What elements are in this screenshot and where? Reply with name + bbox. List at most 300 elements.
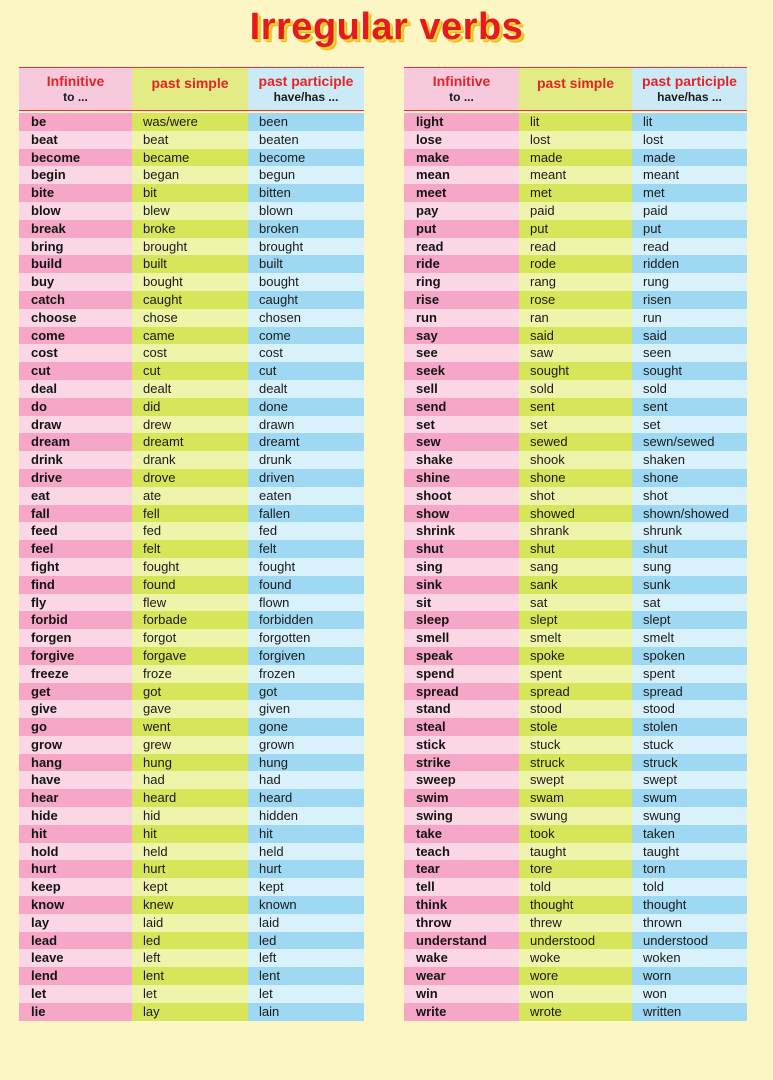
verb-row bbox=[404, 166, 747, 184]
verb-row bbox=[19, 985, 364, 1003]
past-simple-cell: sewed bbox=[519, 433, 632, 451]
verb-row bbox=[19, 451, 364, 469]
verb-row bbox=[19, 718, 364, 736]
infinitive-cell: cut bbox=[19, 362, 132, 380]
infinitive-cell: shrink bbox=[404, 522, 519, 540]
past-participle-cell: given bbox=[248, 700, 364, 718]
past-simple-cell: blew bbox=[132, 202, 248, 220]
past-participle-cell: torn bbox=[632, 860, 747, 878]
past-simple-cell: drank bbox=[132, 451, 248, 469]
past-simple-cell: swept bbox=[519, 771, 632, 789]
verb-row bbox=[404, 914, 747, 932]
past-simple-cell: caught bbox=[132, 291, 248, 309]
table-header bbox=[404, 67, 747, 111]
past-participle-cell: sold bbox=[632, 380, 747, 398]
infinitive-cell: leave bbox=[19, 949, 132, 967]
past-participle-cell: heard bbox=[248, 789, 364, 807]
verb-row bbox=[19, 487, 364, 505]
infinitive-cell: fall bbox=[19, 505, 132, 523]
infinitive-cell: hang bbox=[19, 754, 132, 772]
infinitive-cell: put bbox=[404, 220, 519, 238]
past-simple-cell: felt bbox=[132, 540, 248, 558]
infinitive-cell: shoot bbox=[404, 487, 519, 505]
past-participle-cell: ridden bbox=[632, 255, 747, 273]
infinitive-cell: deal bbox=[19, 380, 132, 398]
infinitive-cell: drink bbox=[19, 451, 132, 469]
past-simple-cell: threw bbox=[519, 914, 632, 932]
infinitive-cell: wake bbox=[404, 949, 519, 967]
past-participle-cell: dealt bbox=[248, 380, 364, 398]
past-participle-cell: bitten bbox=[248, 184, 364, 202]
infinitive-cell: fly bbox=[19, 594, 132, 612]
verb-row bbox=[404, 487, 747, 505]
past-participle-cell: come bbox=[248, 327, 364, 345]
verb-row bbox=[19, 825, 364, 843]
past-participle-cell: won bbox=[632, 985, 747, 1003]
past-participle-cell: shaken bbox=[632, 451, 747, 469]
past-simple-cell: hit bbox=[132, 825, 248, 843]
past-participle-cell: held bbox=[248, 843, 364, 861]
past-simple-cell: met bbox=[519, 184, 632, 202]
past-participle-cell: paid bbox=[632, 202, 747, 220]
past-simple-cell: hid bbox=[132, 807, 248, 825]
verb-row bbox=[19, 522, 364, 540]
verb-row bbox=[404, 860, 747, 878]
past-participle-cell: shone bbox=[632, 469, 747, 487]
verb-table-left bbox=[19, 67, 364, 1021]
verb-row bbox=[404, 451, 747, 469]
past-participle-cell: hurt bbox=[248, 860, 364, 878]
past-simple-cell: taught bbox=[519, 843, 632, 861]
past-participle-cell: smelt bbox=[632, 629, 747, 647]
past-participle-cell: beaten bbox=[248, 131, 364, 149]
past-simple-header-label: past simple bbox=[151, 75, 229, 91]
past-simple-cell: laid bbox=[132, 914, 248, 932]
past-participle-cell: shut bbox=[632, 540, 747, 558]
past-simple-cell: read bbox=[519, 238, 632, 256]
past-simple-cell: ate bbox=[132, 487, 248, 505]
past-participle-cell: sewn/sewed bbox=[632, 433, 747, 451]
past-participle-cell: brought bbox=[248, 238, 364, 256]
past-participle-cell: dreamt bbox=[248, 433, 364, 451]
verb-row bbox=[404, 238, 747, 256]
past-participle-cell: frozen bbox=[248, 665, 364, 683]
past-participle-cell: lost bbox=[632, 131, 747, 149]
infinitive-cell: lay bbox=[19, 914, 132, 932]
infinitive-cell: sweep bbox=[404, 771, 519, 789]
past-participle-cell: stuck bbox=[632, 736, 747, 754]
verb-row bbox=[404, 736, 747, 754]
past-simple-cell: began bbox=[132, 166, 248, 184]
infinitive-cell: sing bbox=[404, 558, 519, 576]
past-simple-cell: gave bbox=[132, 700, 248, 718]
verb-row bbox=[404, 611, 747, 629]
past-simple-cell: chose bbox=[132, 309, 248, 327]
verb-row bbox=[404, 327, 747, 345]
verb-row bbox=[404, 220, 747, 238]
infinitive-cell: steal bbox=[404, 718, 519, 736]
infinitive-cell: freeze bbox=[19, 665, 132, 683]
infinitive-cell: shine bbox=[404, 469, 519, 487]
past-participle-cell: felt bbox=[248, 540, 364, 558]
verb-row bbox=[404, 255, 747, 273]
verb-row bbox=[19, 932, 364, 950]
past-participle-cell: driven bbox=[248, 469, 364, 487]
past-simple-cell: shrank bbox=[519, 522, 632, 540]
past-participle-cell: laid bbox=[248, 914, 364, 932]
past-simple-cell: took bbox=[519, 825, 632, 843]
past-participle-cell: hit bbox=[248, 825, 364, 843]
past-simple-cell: knew bbox=[132, 896, 248, 914]
past-participle-cell: blown bbox=[248, 202, 364, 220]
verb-row bbox=[404, 433, 747, 451]
past-simple-cell: understood bbox=[519, 932, 632, 950]
infinitive-cell: say bbox=[404, 327, 519, 345]
past-simple-cell: sank bbox=[519, 576, 632, 594]
past-simple-cell: forgave bbox=[132, 647, 248, 665]
past-simple-cell: led bbox=[132, 932, 248, 950]
past-simple-cell: dreamt bbox=[132, 433, 248, 451]
past-participle-cell: lit bbox=[632, 113, 747, 131]
infinitive-cell: break bbox=[19, 220, 132, 238]
verb-row bbox=[19, 1003, 364, 1021]
verb-row bbox=[404, 843, 747, 861]
verb-row bbox=[19, 878, 364, 896]
infinitive-cell: show bbox=[404, 505, 519, 523]
table-header bbox=[19, 67, 364, 111]
past-participle-cell: swum bbox=[632, 789, 747, 807]
infinitive-cell: let bbox=[19, 985, 132, 1003]
past-participle-header bbox=[632, 68, 747, 110]
past-simple-cell: fought bbox=[132, 558, 248, 576]
infinitive-cell: seek bbox=[404, 362, 519, 380]
past-participle-cell: sung bbox=[632, 558, 747, 576]
past-participle-cell: led bbox=[248, 932, 364, 950]
past-participle-cell: slept bbox=[632, 611, 747, 629]
past-simple-cell: hung bbox=[132, 754, 248, 772]
infinitive-cell: find bbox=[19, 576, 132, 594]
infinitive-cell: read bbox=[404, 238, 519, 256]
verb-row bbox=[19, 576, 364, 594]
verb-row bbox=[404, 807, 747, 825]
verb-row bbox=[404, 967, 747, 985]
past-participle-cell: sat bbox=[632, 594, 747, 612]
verb-row bbox=[19, 238, 364, 256]
infinitive-cell: begin bbox=[19, 166, 132, 184]
verb-row bbox=[404, 878, 747, 896]
verb-row bbox=[19, 860, 364, 878]
past-participle-cell: woken bbox=[632, 949, 747, 967]
infinitive-cell: feel bbox=[19, 540, 132, 558]
verb-row bbox=[404, 131, 747, 149]
infinitive-cell: dream bbox=[19, 433, 132, 451]
infinitive-cell: grow bbox=[19, 736, 132, 754]
infinitive-cell: hide bbox=[19, 807, 132, 825]
past-simple-cell: stole bbox=[519, 718, 632, 736]
past-participle-cell: kept bbox=[248, 878, 364, 896]
past-simple-cell: came bbox=[132, 327, 248, 345]
infinitive-cell: hold bbox=[19, 843, 132, 861]
verb-row bbox=[404, 380, 747, 398]
past-participle-cell: understood bbox=[632, 932, 747, 950]
infinitive-cell: do bbox=[19, 398, 132, 416]
past-simple-cell: forgot bbox=[132, 629, 248, 647]
past-participle-cell: swept bbox=[632, 771, 747, 789]
past-simple-cell: sang bbox=[519, 558, 632, 576]
past-participle-cell: become bbox=[248, 149, 364, 167]
verb-row bbox=[19, 967, 364, 985]
past-simple-cell: meant bbox=[519, 166, 632, 184]
past-participle-cell: seen bbox=[632, 344, 747, 362]
past-simple-cell: built bbox=[132, 255, 248, 273]
past-participle-cell: thrown bbox=[632, 914, 747, 932]
past-participle-cell: worn bbox=[632, 967, 747, 985]
past-simple-cell: spent bbox=[519, 665, 632, 683]
infinitive-cell: come bbox=[19, 327, 132, 345]
infinitive-cell: spend bbox=[404, 665, 519, 683]
past-simple-cell: paid bbox=[519, 202, 632, 220]
infinitive-cell: beat bbox=[19, 131, 132, 149]
verb-row bbox=[404, 416, 747, 434]
infinitive-cell: hear bbox=[19, 789, 132, 807]
verb-row bbox=[404, 540, 747, 558]
past-participle-cell: sunk bbox=[632, 576, 747, 594]
verb-rows-right bbox=[404, 113, 747, 1021]
past-simple-cell: wrote bbox=[519, 1003, 632, 1021]
past-simple-cell: rang bbox=[519, 273, 632, 291]
past-simple-cell: cost bbox=[132, 344, 248, 362]
infinitive-cell: rise bbox=[404, 291, 519, 309]
infinitive-cell: eat bbox=[19, 487, 132, 505]
past-simple-cell: saw bbox=[519, 344, 632, 362]
verb-row bbox=[19, 291, 364, 309]
past-simple-header-label: past simple bbox=[536, 75, 615, 91]
infinitive-header bbox=[404, 68, 519, 110]
verb-row bbox=[404, 932, 747, 950]
past-simple-cell: showed bbox=[519, 505, 632, 523]
past-simple-cell: set bbox=[519, 416, 632, 434]
past-simple-cell: heard bbox=[132, 789, 248, 807]
past-simple-cell: thought bbox=[519, 896, 632, 914]
infinitive-cell: cost bbox=[19, 344, 132, 362]
verb-row bbox=[404, 149, 747, 167]
past-simple-cell: sold bbox=[519, 380, 632, 398]
past-participle-cell: lent bbox=[248, 967, 364, 985]
verb-row bbox=[19, 220, 364, 238]
past-simple-cell: drove bbox=[132, 469, 248, 487]
verb-row bbox=[404, 754, 747, 772]
past-participle-cell: sent bbox=[632, 398, 747, 416]
infinitive-cell: swing bbox=[404, 807, 519, 825]
infinitive-cell: sit bbox=[404, 594, 519, 612]
infinitive-cell: shake bbox=[404, 451, 519, 469]
past-participle-cell: gone bbox=[248, 718, 364, 736]
verb-row bbox=[19, 202, 364, 220]
verb-row bbox=[19, 843, 364, 861]
infinitive-cell: spread bbox=[404, 683, 519, 701]
infinitive-cell: send bbox=[404, 398, 519, 416]
infinitive-cell: keep bbox=[19, 878, 132, 896]
past-simple-cell: wore bbox=[519, 967, 632, 985]
infinitive-cell: tear bbox=[404, 860, 519, 878]
past-simple-cell: stuck bbox=[519, 736, 632, 754]
verb-row bbox=[404, 647, 747, 665]
past-participle-cell: risen bbox=[632, 291, 747, 309]
infinitive-cell: mean bbox=[404, 166, 519, 184]
infinitive-cell: win bbox=[404, 985, 519, 1003]
verb-row bbox=[19, 505, 364, 523]
past-simple-cell: drew bbox=[132, 416, 248, 434]
past-participle-cell: cost bbox=[248, 344, 364, 362]
infinitive-cell: tell bbox=[404, 878, 519, 896]
verb-row bbox=[404, 522, 747, 540]
past-simple-header bbox=[519, 68, 632, 110]
past-simple-cell: woke bbox=[519, 949, 632, 967]
past-simple-cell: found bbox=[132, 576, 248, 594]
verb-row bbox=[19, 113, 364, 131]
past-participle-cell: said bbox=[632, 327, 747, 345]
verb-row bbox=[19, 629, 364, 647]
verb-row bbox=[404, 558, 747, 576]
verb-row bbox=[19, 184, 364, 202]
past-participle-cell: built bbox=[248, 255, 364, 273]
past-participle-cell: taught bbox=[632, 843, 747, 861]
past-participle-cell: hidden bbox=[248, 807, 364, 825]
past-participle-header bbox=[248, 68, 364, 110]
verb-row bbox=[404, 469, 747, 487]
past-simple-cell: fed bbox=[132, 522, 248, 540]
past-simple-cell: held bbox=[132, 843, 248, 861]
past-participle-cell: begun bbox=[248, 166, 364, 184]
verb-row bbox=[404, 985, 747, 1003]
past-simple-cell: did bbox=[132, 398, 248, 416]
verb-row bbox=[19, 683, 364, 701]
infinitive-cell: lend bbox=[19, 967, 132, 985]
infinitive-cell: understand bbox=[404, 932, 519, 950]
verb-row bbox=[19, 433, 364, 451]
past-simple-cell: had bbox=[132, 771, 248, 789]
verb-row bbox=[19, 754, 364, 772]
infinitive-cell: wear bbox=[404, 967, 519, 985]
past-participle-cell: made bbox=[632, 149, 747, 167]
infinitive-cell: forgive bbox=[19, 647, 132, 665]
infinitive-cell: make bbox=[404, 149, 519, 167]
past-participle-cell: caught bbox=[248, 291, 364, 309]
past-simple-cell: lay bbox=[132, 1003, 248, 1021]
past-participle-cell: met bbox=[632, 184, 747, 202]
past-simple-cell: became bbox=[132, 149, 248, 167]
verb-row bbox=[404, 576, 747, 594]
verb-row bbox=[404, 718, 747, 736]
past-simple-cell: put bbox=[519, 220, 632, 238]
past-participle-cell: drawn bbox=[248, 416, 364, 434]
verb-row bbox=[404, 309, 747, 327]
infinitive-cell: forbid bbox=[19, 611, 132, 629]
past-participle-cell: fed bbox=[248, 522, 364, 540]
past-participle-cell: shot bbox=[632, 487, 747, 505]
past-participle-cell: thought bbox=[632, 896, 747, 914]
infinitive-cell: have bbox=[19, 771, 132, 789]
verb-row bbox=[19, 149, 364, 167]
verb-row bbox=[19, 789, 364, 807]
infinitive-cell: meet bbox=[404, 184, 519, 202]
infinitive-cell: strike bbox=[404, 754, 519, 772]
verb-row bbox=[19, 700, 364, 718]
past-simple-cell: let bbox=[132, 985, 248, 1003]
past-simple-cell: spread bbox=[519, 683, 632, 701]
infinitive-cell: sell bbox=[404, 380, 519, 398]
past-simple-cell: sat bbox=[519, 594, 632, 612]
infinitive-header-sub: to ... bbox=[449, 90, 474, 104]
verb-row bbox=[19, 273, 364, 291]
past-simple-cell: cut bbox=[132, 362, 248, 380]
past-participle-cell: hung bbox=[248, 754, 364, 772]
past-simple-cell: dealt bbox=[132, 380, 248, 398]
verb-rows-left bbox=[19, 113, 364, 1021]
past-simple-cell: kept bbox=[132, 878, 248, 896]
past-participle-header-sub: have/has ... bbox=[657, 90, 722, 104]
past-simple-cell: brought bbox=[132, 238, 248, 256]
past-participle-cell: forgotten bbox=[248, 629, 364, 647]
past-participle-cell: eaten bbox=[248, 487, 364, 505]
verb-table-right bbox=[404, 67, 747, 1021]
verb-row bbox=[19, 771, 364, 789]
infinitive-header bbox=[19, 68, 132, 110]
infinitive-cell: ring bbox=[404, 273, 519, 291]
infinitive-cell: sink bbox=[404, 576, 519, 594]
past-simple-cell: left bbox=[132, 949, 248, 967]
past-simple-cell: rode bbox=[519, 255, 632, 273]
past-simple-cell: beat bbox=[132, 131, 248, 149]
past-participle-cell: cut bbox=[248, 362, 364, 380]
past-participle-cell: fought bbox=[248, 558, 364, 576]
verb-row bbox=[19, 665, 364, 683]
infinitive-cell: forgen bbox=[19, 629, 132, 647]
past-participle-cell: put bbox=[632, 220, 747, 238]
verb-row bbox=[19, 469, 364, 487]
verb-row bbox=[404, 1003, 747, 1021]
verb-row bbox=[19, 896, 364, 914]
past-simple-cell: tore bbox=[519, 860, 632, 878]
verb-row bbox=[19, 327, 364, 345]
past-participle-cell: known bbox=[248, 896, 364, 914]
past-participle-cell: rung bbox=[632, 273, 747, 291]
infinitive-cell: feed bbox=[19, 522, 132, 540]
past-participle-cell: written bbox=[632, 1003, 747, 1021]
past-simple-cell: swung bbox=[519, 807, 632, 825]
infinitive-cell: write bbox=[404, 1003, 519, 1021]
infinitive-cell: light bbox=[404, 113, 519, 131]
past-simple-cell: swam bbox=[519, 789, 632, 807]
infinitive-header-label: Infinitive bbox=[46, 73, 105, 89]
past-participle-cell: sought bbox=[632, 362, 747, 380]
infinitive-cell: swim bbox=[404, 789, 519, 807]
verb-row bbox=[19, 362, 364, 380]
infinitive-cell: think bbox=[404, 896, 519, 914]
page-title: Irregular verbs bbox=[249, 6, 524, 48]
past-participle-cell: stood bbox=[632, 700, 747, 718]
past-simple-cell: grew bbox=[132, 736, 248, 754]
verb-row bbox=[404, 665, 747, 683]
verb-row bbox=[19, 736, 364, 754]
past-participle-cell: run bbox=[632, 309, 747, 327]
infinitive-cell: blow bbox=[19, 202, 132, 220]
past-simple-cell: lent bbox=[132, 967, 248, 985]
past-simple-cell: said bbox=[519, 327, 632, 345]
infinitive-cell: hit bbox=[19, 825, 132, 843]
infinitive-cell: take bbox=[404, 825, 519, 843]
past-simple-cell: rose bbox=[519, 291, 632, 309]
